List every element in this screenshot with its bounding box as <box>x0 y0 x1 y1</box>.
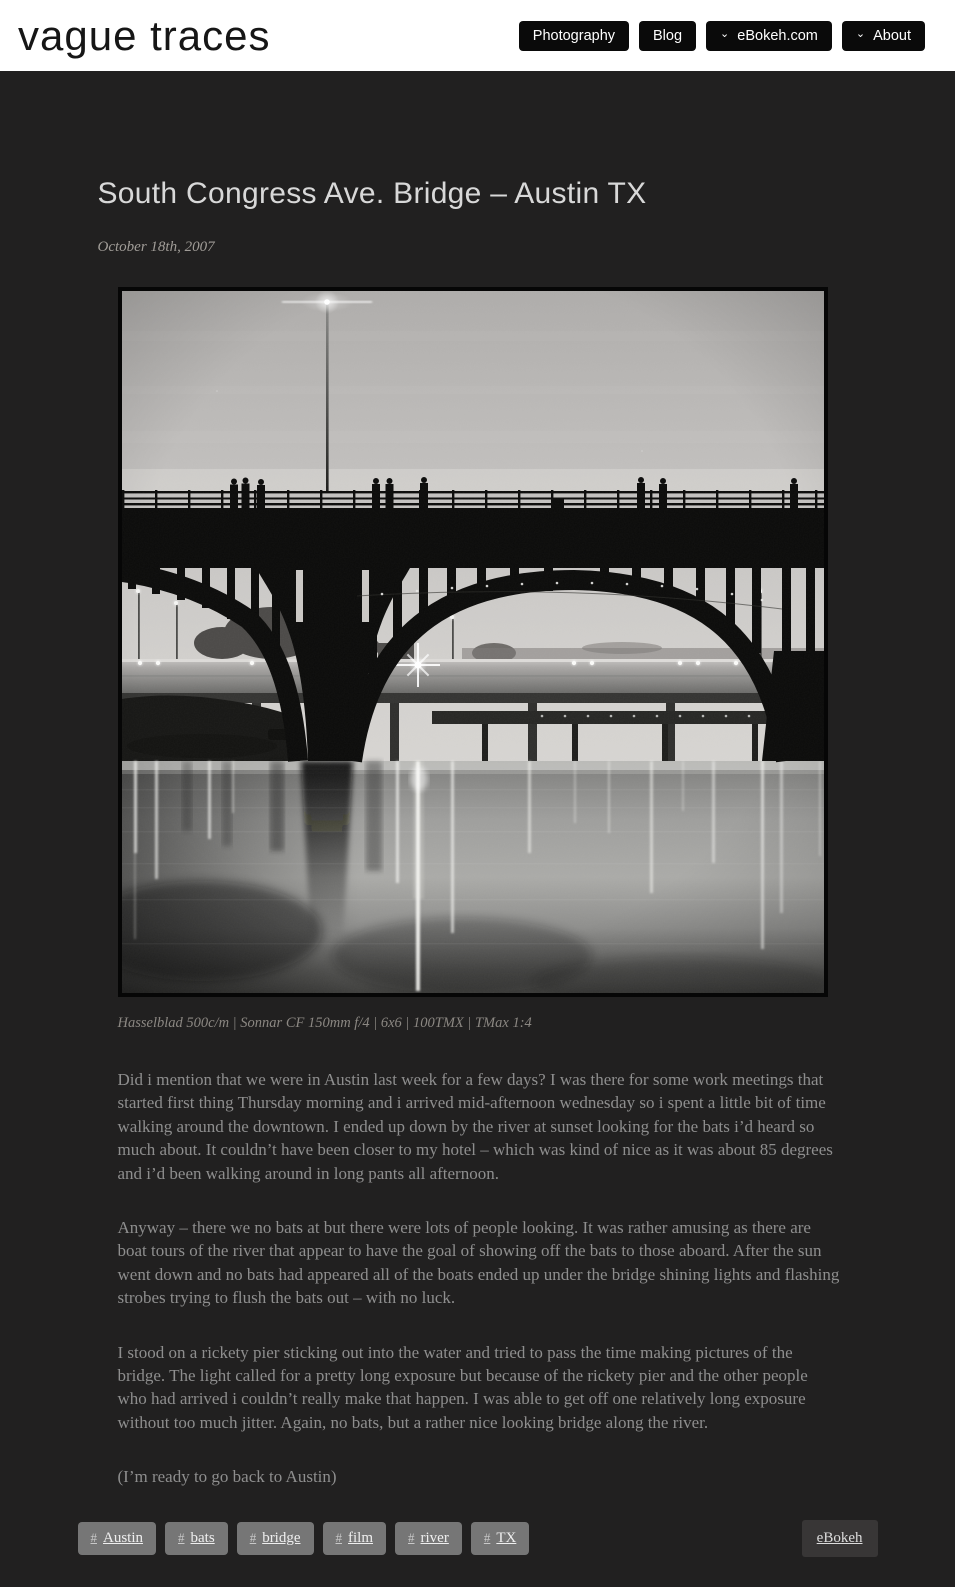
tag-label: bridge <box>262 1529 301 1546</box>
hash-icon: # <box>249 1529 257 1545</box>
photo-caption: Hasselblad 500c/m | Sonnar CF 150mm f/4 | 6x6 | 100TMX | TMax 1:4 <box>117 1015 532 1031</box>
tag-label: river <box>420 1529 449 1546</box>
tag-label: TX <box>496 1529 517 1546</box>
post-body <box>118 1068 840 1489</box>
nav-ebokeh-button[interactable] <box>706 21 832 51</box>
tag-film[interactable] <box>323 1522 387 1555</box>
nav-blog-button[interactable] <box>639 21 696 51</box>
chevron-down-icon: ⌄ <box>855 28 866 40</box>
nav-label: Photography <box>532 27 616 44</box>
tag-label: film <box>348 1529 374 1546</box>
tag-austin[interactable] <box>78 1522 157 1555</box>
ebokeh-link[interactable]: eBokeh <box>802 1520 878 1557</box>
vignette <box>122 291 824 993</box>
nav-about-button[interactable] <box>842 21 925 51</box>
tag-list <box>78 1522 530 1555</box>
tag-river[interactable] <box>395 1522 462 1555</box>
nav-label: eBokeh.com <box>737 27 818 44</box>
post-paragraph: Anyway – there we no bats at but there were lots of people looking. It was rather amusing as there are boat tours of the river that appear to have the goal of showing off the bats to those aboard. After the sun went down and no bats had appeared all of the boats ended up under the bridge shining lights and flashing strobes trying to flush the bats out – with no luck. <box>117 1218 840 1308</box>
post-container <box>98 175 858 1489</box>
post-figure <box>118 287 828 1032</box>
nav-photography-button[interactable] <box>519 21 629 51</box>
post-paragraph: (I’m ready to go back to Austin) <box>117 1467 337 1487</box>
chevron-down-icon: ⌄ <box>720 28 730 40</box>
main-nav <box>519 21 925 51</box>
hash-icon: # <box>408 1529 415 1545</box>
hash-icon: # <box>483 1529 491 1545</box>
hash-icon: # <box>335 1529 343 1545</box>
post-date: October 18th, 2007 <box>97 239 215 255</box>
tag-bridge[interactable] <box>237 1522 314 1555</box>
hash-icon: # <box>178 1529 185 1545</box>
tag-label: Austin <box>103 1529 144 1546</box>
tags-row <box>78 1520 878 1557</box>
tag-tx[interactable] <box>471 1522 530 1555</box>
hash-icon: # <box>90 1529 97 1545</box>
site-header <box>0 0 955 71</box>
bridge-photo[interactable] <box>118 287 828 997</box>
site-logo[interactable]: vague traces <box>18 11 271 59</box>
nav-label: Blog <box>653 27 683 44</box>
tag-bats[interactable] <box>165 1522 228 1555</box>
post-paragraph: Did i mention that we were in Austin last week for a few days? I was there for some work meetings that started first thing Thursday morning and i arrived mid-afternoon wednesday so i spent a little bit of time walking around the downtown. I ended up down by the river at sunset looking for the bats i’d heard so much about. It couldn’t have been closer to my hotel – which was kind of nice as it was about 85 degrees and i’d been walking around in long pants all afternoon. <box>117 1070 833 1183</box>
post-paragraph: I stood on a rickety pier sticking out into the water and tried to pass the time making pictures of the bridge. The light called for a pretty long exposure but because of the rickety pier and the other people who had arrived i couldn’t really make that happen. I was able to get off one relatively long exposure without too much jitter. Again, no bats, but a rather nice looking bridge along the river. <box>117 1342 808 1432</box>
nav-label: About <box>873 27 911 44</box>
page-title: South Congress Ave. Bridge – Austin TX <box>97 177 647 210</box>
bridge-photo-art <box>122 291 824 993</box>
tag-label: bats <box>190 1529 215 1546</box>
